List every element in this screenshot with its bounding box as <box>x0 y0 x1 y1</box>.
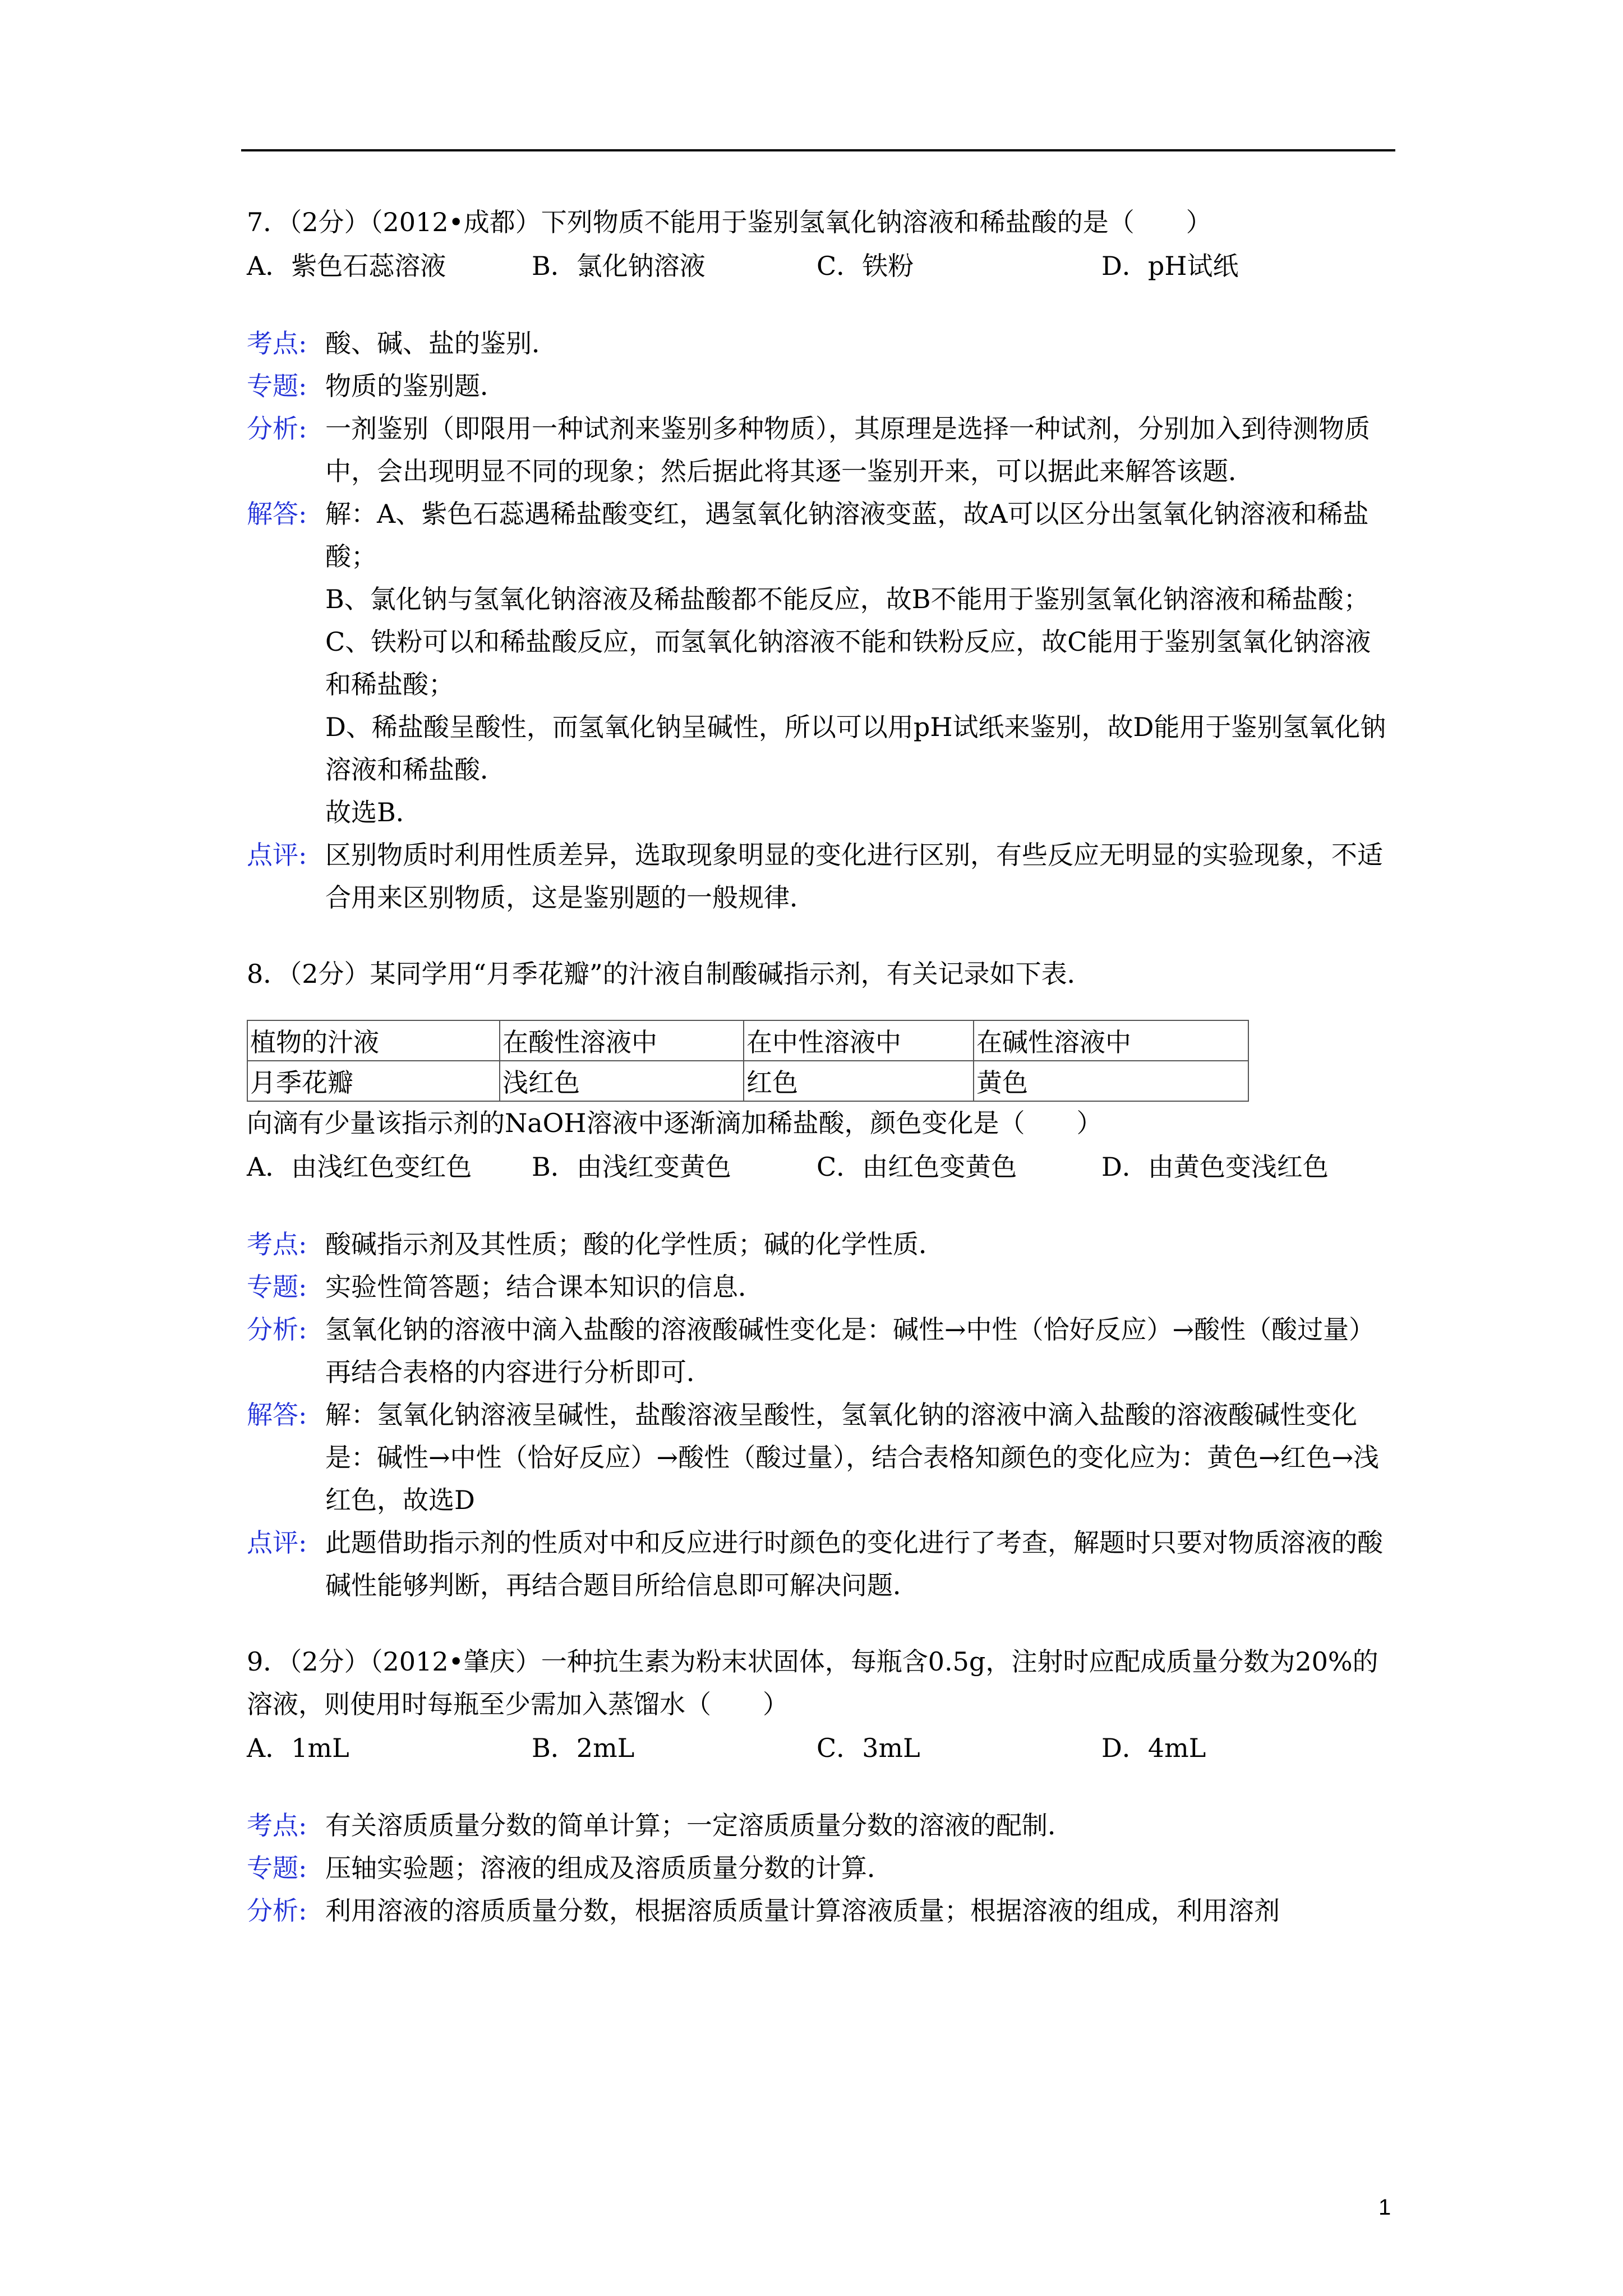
question-7 <box>247 201 1391 919</box>
q9-options <box>247 1726 1391 1770</box>
table-cell: 在中性溶液中 <box>744 1020 974 1061</box>
q7-jieda-line: C、铁粉可以和稀盐酸反应，而氢氧化钠溶液不能和铁粉反应，故C能用于鉴别氢氧化钠溶液和稀盐酸； <box>325 627 1371 700</box>
table-cell: 在碱性溶液中 <box>974 1020 1248 1061</box>
q7-option-a: A．紫色石蕊溶液 <box>247 251 446 281</box>
q8-option-a: A．由浅红色变红色 <box>247 1152 472 1182</box>
label-kaodian: 考点: <box>247 1810 307 1841</box>
table-cell: 植物的汁液 <box>247 1020 500 1061</box>
q9-option-a: A．1mL <box>247 1733 349 1763</box>
q9-option-b: B．2mL <box>532 1733 635 1763</box>
q9-kaodian: 有关溶质质量分数的简单计算；一定溶质质量分数的溶液的配制． <box>325 1810 1073 1841</box>
q7-options <box>247 243 1391 288</box>
q8-kaodian: 酸碱指示剂及其性质；酸的化学性质；碱的化学性质． <box>325 1229 944 1259</box>
label-fenxi: 分析: <box>247 1895 307 1926</box>
q7-analysis <box>247 322 1391 919</box>
q8-dianping: 此题借助指示剂的性质对中和反应进行时颜色的变化进行了考查，解题时只要对物质溶液的酸碱性能够判断，再结合题目所给信息即可解决问题． <box>325 1527 1383 1600</box>
q9-option-c: C．3mL <box>817 1733 920 1763</box>
q7-option-b: B．氯化钠溶液 <box>532 251 706 281</box>
q7-kaodian: 酸、碱、盐的鉴别． <box>325 328 557 358</box>
indicator-table <box>247 1020 1249 1102</box>
q7-dianping: 区别物质时利用性质差异，选取现象明显的变化进行区别，有些反应无明显的实验现象，不适合用来区别物质，这是鉴别题的一般规律． <box>325 840 1383 913</box>
label-kaodian: 考点: <box>247 1229 307 1259</box>
q7-option-c: C．铁粉 <box>817 251 914 281</box>
q8-stem: 8．（2分）某同学用“月季花瓣”的汁液自制酸碱指示剂，有关记录如下表． <box>247 959 1093 989</box>
table-cell: 红色 <box>744 1061 974 1101</box>
q8-option-b: B．由浅红变黄色 <box>532 1152 731 1182</box>
table-cell: 月季花瓣 <box>247 1061 500 1101</box>
q8-fenxi: 氢氧化钠的溶液中滴入盐酸的溶液酸碱性变化是：碱性→中性（恰好反应）→酸性（酸过量）再结合表格的内容进行分析即可． <box>325 1314 1375 1387</box>
q7-jieda <box>325 493 1391 834</box>
page-number: 1 <box>1378 2195 1391 2220</box>
label-dianping: 点评: <box>247 1527 307 1558</box>
content <box>247 201 1391 1966</box>
label-fenxi: 分析: <box>247 1314 307 1345</box>
q8-zhuanti: 实验性简答题；结合课本知识的信息． <box>325 1272 764 1302</box>
q8-jieda: 解：氢氧化钠溶液呈碱性，盐酸溶液呈酸性，氢氧化钠的溶液中滴入盐酸的溶液酸碱性变化是：碱性→中性（恰好反应）→酸性（酸过量），结合表格知颜色的变化应为：黄色→红色→浅红色，故选D <box>325 1400 1380 1515</box>
q7-jieda-line: 故选B． <box>325 797 422 827</box>
q7-stem: 7．（2分）（2012•成都）下列物质不能用于鉴别氢氧化钠溶液和稀盐酸的是（ ） <box>247 207 1212 237</box>
label-jieda: 解答: <box>247 499 307 529</box>
q7-option-d: D．pH试纸 <box>1101 251 1239 281</box>
question-8 <box>247 953 1391 1607</box>
q7-jieda-line: B、氯化钠与氢氧化钠溶液及稀盐酸都不能反应，故B不能用于鉴别氢氧化钠溶液和稀盐酸； <box>325 584 1370 614</box>
q8-option-c: C．由红色变黄色 <box>817 1152 1017 1182</box>
question-9 <box>247 1640 1391 1932</box>
label-zhuanti: 专题: <box>247 371 307 401</box>
label-zhuanti: 专题: <box>247 1853 307 1883</box>
table-cell: 黄色 <box>974 1061 1248 1101</box>
q7-fenxi: 一剂鉴别（即限用一种试剂来鉴别多种物质），其原理是选择一种试剂，分别加入到待测物质中，会出现明显不同的现象；然后据此将其逐一鉴别开来，可以据此来解答该题． <box>325 413 1370 486</box>
q9-stem: 9．（2分）（2012•肇庆）一种抗生素为粉末状固体，每瓶含0.5g，注射时应配成质量分数为20%的溶液，则使用时每瓶至少需加入蒸馏水（ ） <box>247 1646 1378 1719</box>
label-jieda: 解答: <box>247 1400 307 1430</box>
q9-fenxi: 利用溶液的溶质质量分数，根据溶质质量计算溶液质量；根据溶液的组成，利用溶剂 <box>325 1895 1280 1926</box>
q7-zhuanti: 物质的鉴别题． <box>325 371 506 401</box>
q8-analysis <box>247 1223 1391 1607</box>
q8-option-d: D．由黄色变浅红色 <box>1101 1152 1329 1182</box>
label-zhuanti: 专题: <box>247 1272 307 1302</box>
label-fenxi: 分析: <box>247 413 307 444</box>
q9-analysis <box>247 1804 1391 1932</box>
label-kaodian: 考点: <box>247 328 307 358</box>
table-cell: 浅红色 <box>500 1061 744 1101</box>
q8-stem-2: 向滴有少量该指示剂的NaOH溶液中逐渐滴加稀盐酸，颜色变化是（ ） <box>247 1108 1103 1138</box>
table-cell: 在酸性溶液中 <box>500 1020 744 1061</box>
table-row <box>247 1061 1248 1101</box>
header-rule <box>241 149 1395 151</box>
q8-options <box>247 1144 1391 1189</box>
table-header-row <box>247 1020 1248 1061</box>
q7-jieda-line: D、稀盐酸呈酸性，而氢氧化钠呈碱性，所以可以用pH试纸来鉴别，故D能用于鉴别氢氧化钠溶液和稀盐酸． <box>325 712 1386 785</box>
label-dianping: 点评: <box>247 840 307 870</box>
q7-jieda-line: 解：A、紫色石蕊遇稀盐酸变红，遇氢氧化钠溶液变蓝，故A可以区分出氢氧化钠溶液和稀盐酸； <box>325 499 1369 572</box>
q9-zhuanti: 压轴实验题；溶液的组成及溶质质量分数的计算． <box>325 1853 893 1883</box>
q9-option-d: D．4mL <box>1101 1733 1206 1763</box>
